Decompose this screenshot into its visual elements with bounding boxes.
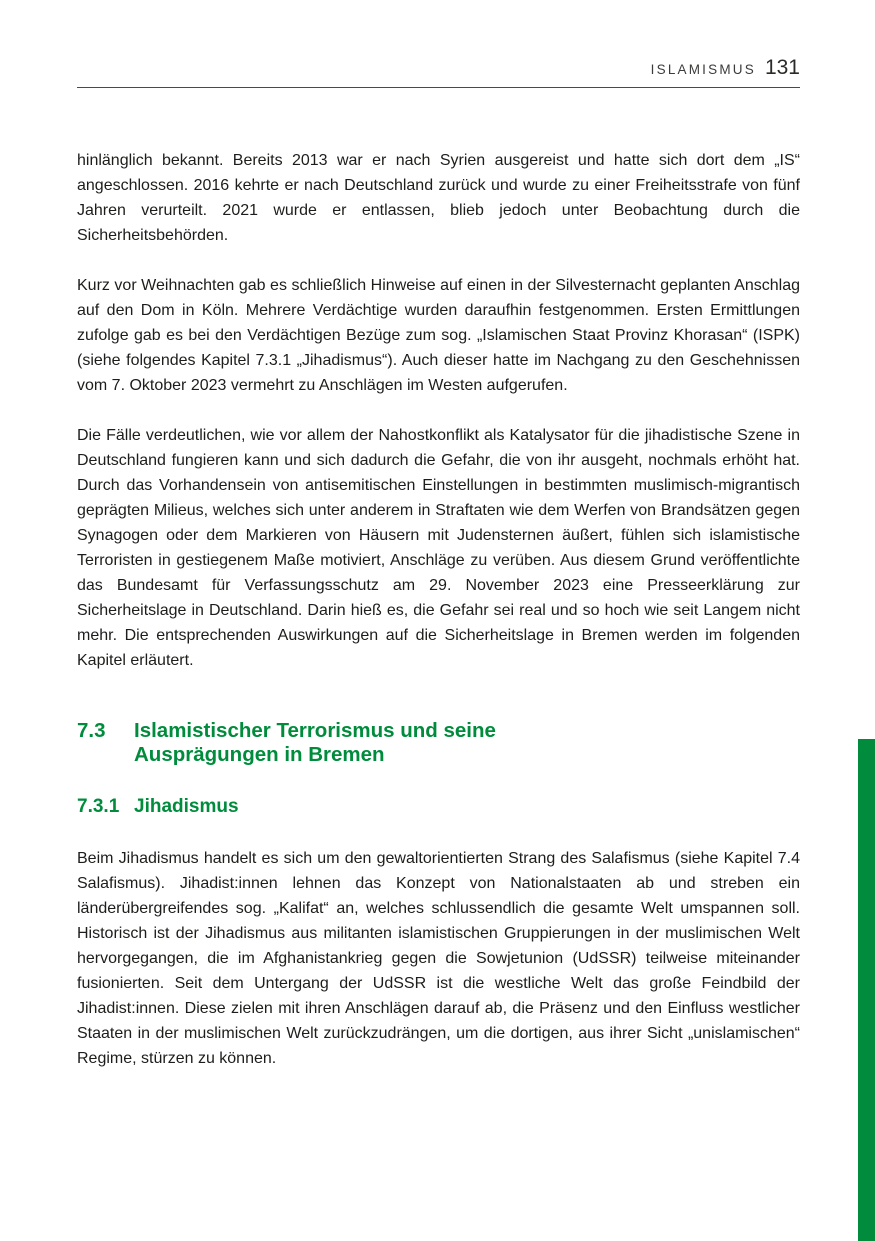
running-header-label: ISLAMISMUS xyxy=(650,62,756,77)
paragraph: Beim Jihadismus handelt es sich um den gewaltorientierten Strang des Salafismus (siehe Kapitel 7.4 Salafismus). Jihadist:innen lehnen das Konzept von Nationalstaaten ab und streben ein länderübergreifendes sog. „Kalifat“ an, welches schlussendlich die gesamte Welt umspannen soll. Historisch ist der Jihadismus aus militanten islamistischen Gruppierungen in der muslimischen Welt hervorgegangen, die im Afghanistankrieg gegen die Sowjetunion (UdSSR) teilweise miteinander fusionierten. Seit dem Untergang der UdSSR ist die westliche Welt das große Feindbild der Jihadist:innen. Diese zielen mit ihren Anschlägen darauf ab, die Präsenz und den Einfluss westlicher Staaten in der muslimischen Welt zurückzudrängen, um die dortigen, aus ihrer Sicht „unislamischen“ Regime, stürzen zu können. xyxy=(77,850,800,1067)
section-heading-title-line1: Islamistischer Terrorismus und seine xyxy=(134,719,496,742)
subsection-heading-7-3-1 xyxy=(77,795,800,818)
page-header xyxy=(77,0,800,88)
subsection-heading-title: Jihadismus xyxy=(134,796,239,817)
header-rule xyxy=(77,87,800,88)
section-heading-title xyxy=(134,719,800,767)
page-body xyxy=(77,148,800,1071)
section-heading-7-3 xyxy=(77,719,800,767)
section-heading-title-line2: Ausprägungen in Bremen xyxy=(134,743,385,766)
subsection-heading-number: 7.3.1 xyxy=(77,796,120,817)
paragraph: hinlänglich bekannt. Bereits 2013 war er nach Syrien ausgereist und hatte sich dort dem „IS“ angeschlossen. 2016 kehrte er nach Deutschland zurück und wurde zu einer Freiheitsstrafe von fünf Jahren verurteilt. 2021 wurde er entlassen, blieb jedoch unter Beobachtung durch die Sicherheitsbehörden. xyxy=(77,152,800,244)
chapter-edge-tab xyxy=(858,739,875,1241)
paragraph: Die Fälle verdeutlichen, wie vor allem der Nahostkonflikt als Katalysator für die jihadistische Szene in Deutschland fungieren kann und sich dadurch die Gefahr, die von ihr ausgeht, nochmals erhöht hat. Durch das Vorhandensein von antisemitischen Einstellungen in bestimmten muslimisch-migrantisch geprägten Milieus, welches sich unter anderem in Straftaten wie dem Werfen von Brandsätzen gegen Synagogen oder dem Markieren von Häusern mit Judensternen äußert, fühlen sich islamistische Terroristen in gestiegenem Maße motiviert, Anschläge zu verüben. Aus diesem Grund veröffentlichte das Bundesamt für Verfassungsschutz am 29. November 2023 eine Presseerklärung zur Sicherheitslage in Deutschland. Darin hieß es, die Gefahr sei real und so hoch wie seit Langem nicht mehr. Die entsprechenden Auswirkungen auf die Sicherheitslage in Bremen werden im folgenden Kapitel erläutert. xyxy=(77,427,800,669)
page-number: 131 xyxy=(764,56,800,79)
running-header xyxy=(77,56,800,80)
paragraph: Kurz vor Weihnachten gab es schließlich Hinweise auf einen in der Silvesternacht geplanten Anschlag auf den Dom in Köln. Mehrere Verdächtige wurden daraufhin festgenommen. Ersten Ermittlungen zufolge gab es bei den Verdächtigen Bezüge zum sog. „Islamischen Staat Provinz Khorasan“ (ISPK) (siehe folgendes Kapitel 7.3.1 „Jihadismus“). Auch dieser hatte im Nachgang zu den Geschehnissen vom 7. Oktober 2023 vermehrt zu Anschlägen im Westen aufgerufen. xyxy=(77,277,800,394)
section-heading-number: 7.3 xyxy=(77,719,106,742)
